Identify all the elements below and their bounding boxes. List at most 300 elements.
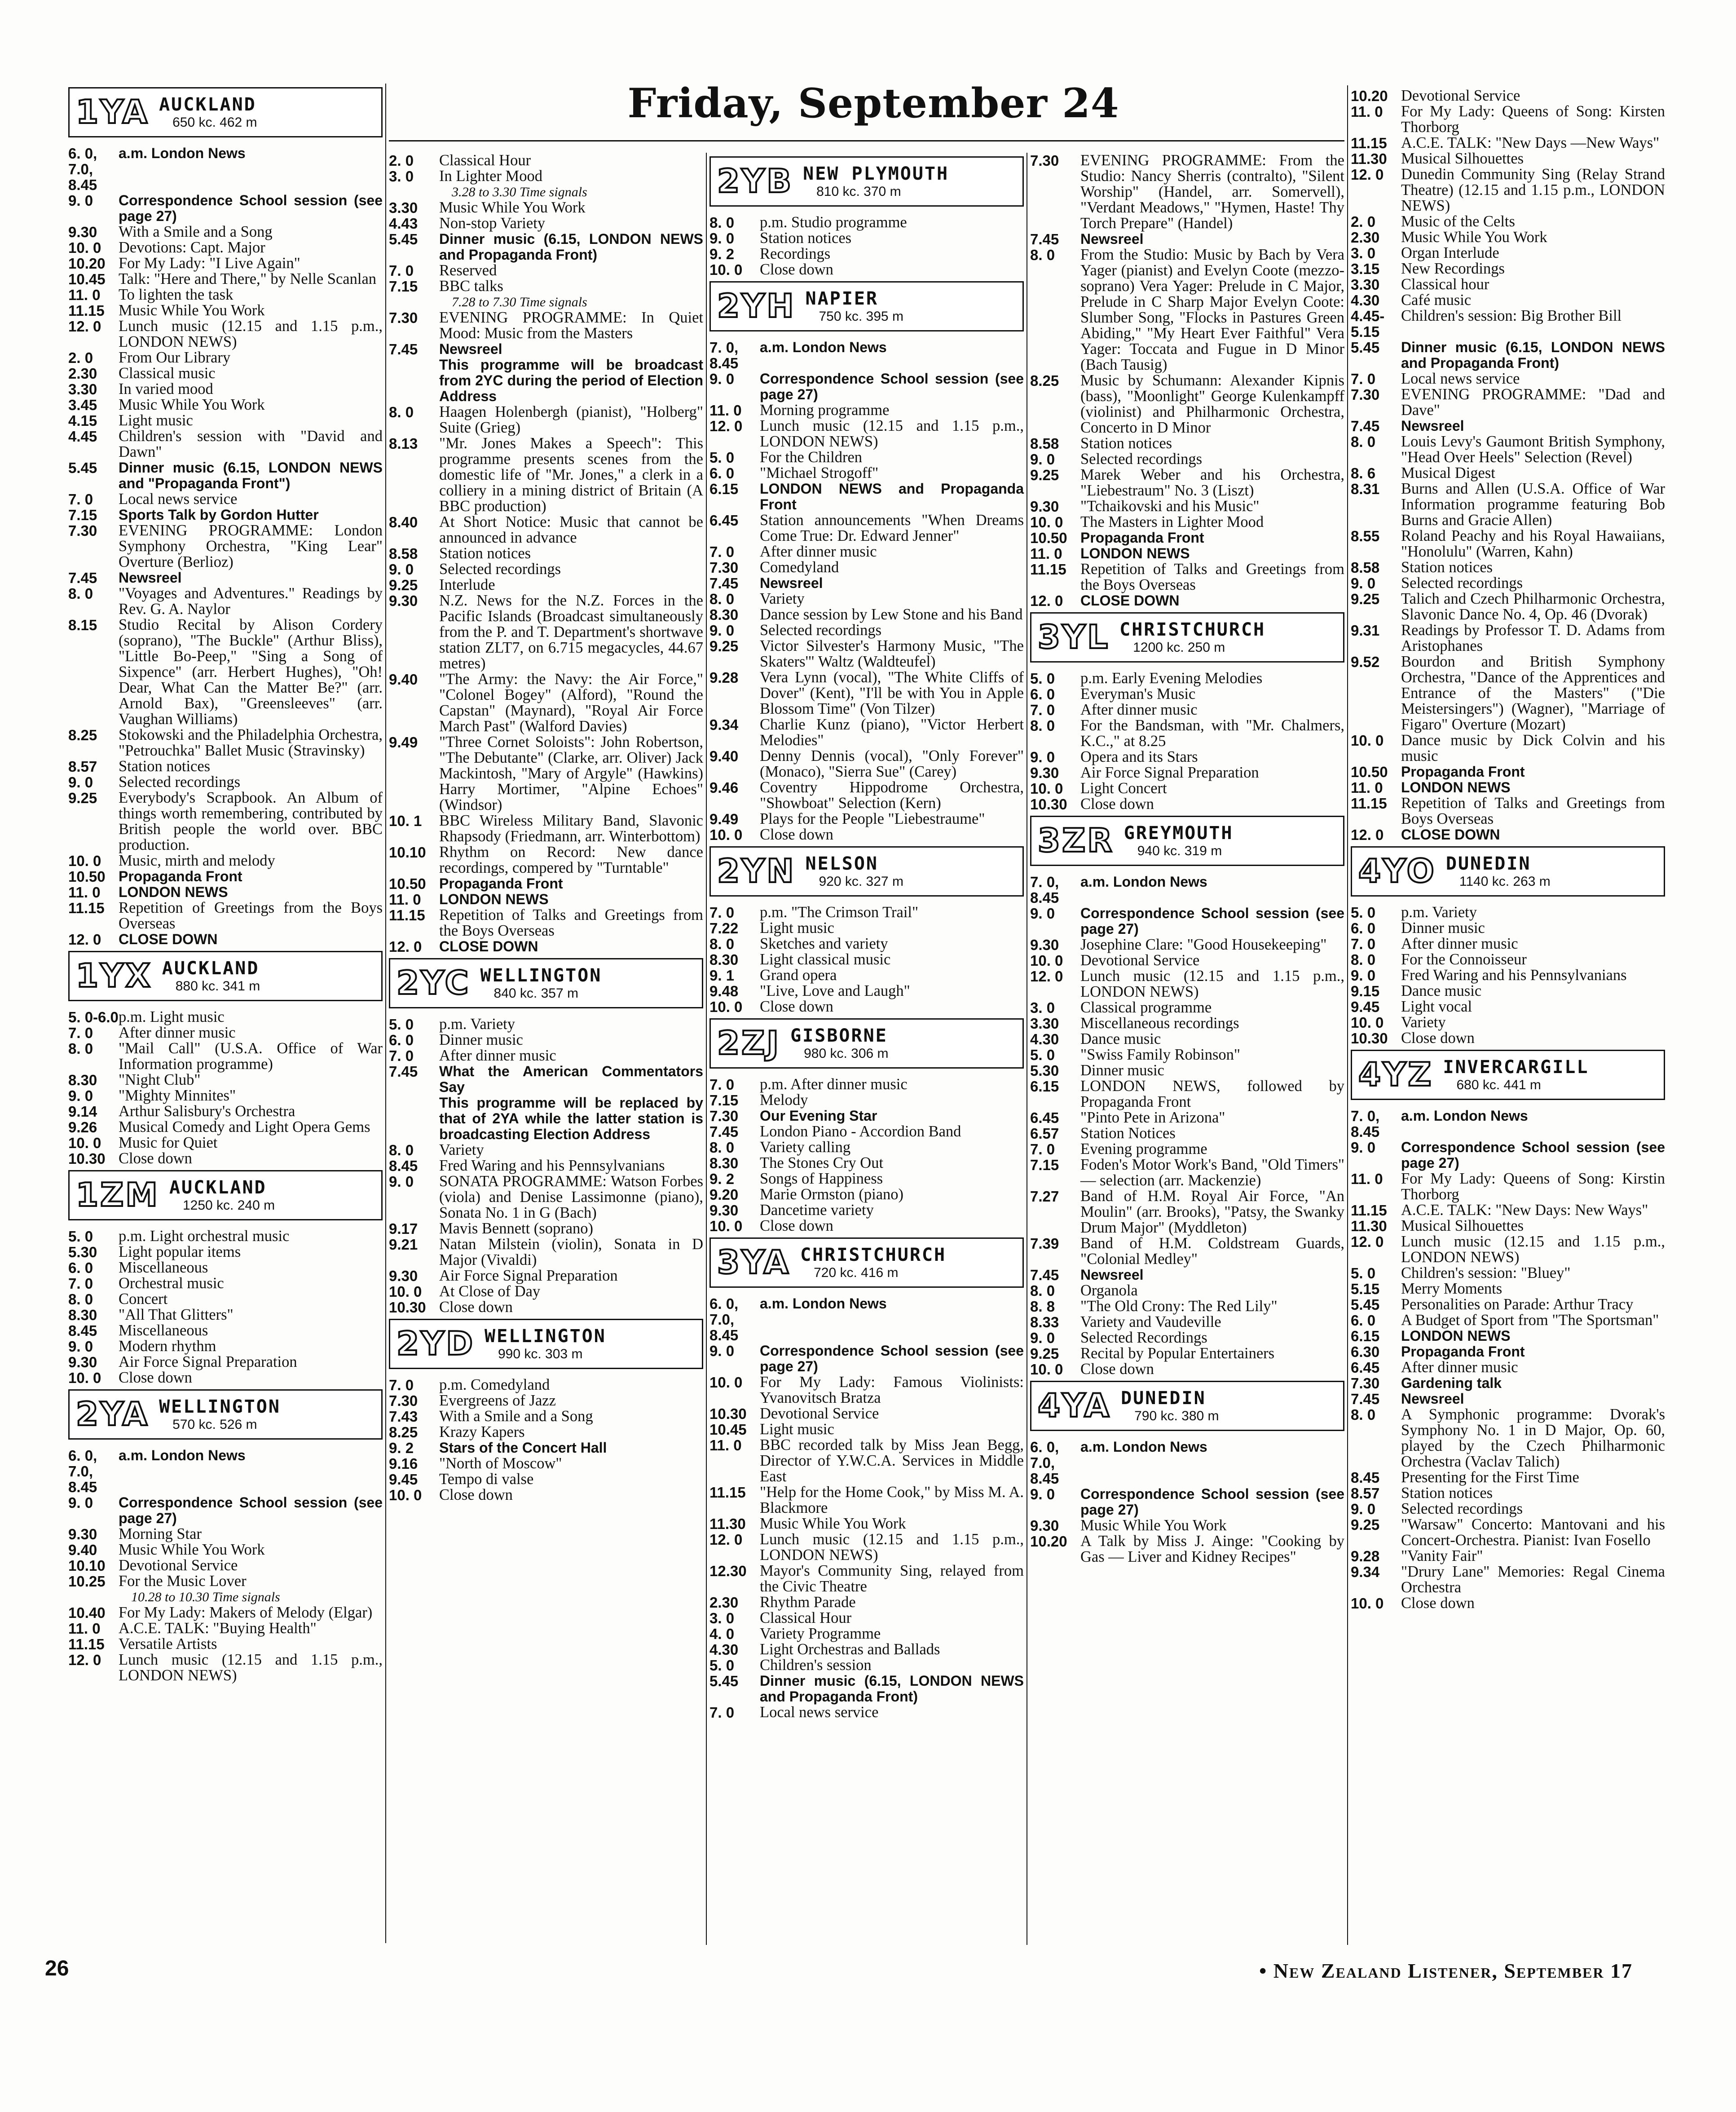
programme-entry bbox=[1351, 795, 1665, 827]
programme-description: "Three Cornet Soloists": John Robertson, "The Debutante" (Clarke, arr. Oliver) Jack Mackintosh, "Mary of Argyle" (Hawkins) Harry Mortimer, "Alpine Echoes" (Windsor) bbox=[439, 733, 703, 813]
programme-entry bbox=[1030, 1283, 1344, 1299]
programme-entry bbox=[389, 1471, 703, 1487]
programme-description: Our Evening Star bbox=[760, 1108, 877, 1124]
programme-time: 4.43 bbox=[389, 215, 418, 232]
programme-entry bbox=[709, 748, 1024, 780]
station-call-sign: 2YA bbox=[76, 1395, 150, 1433]
station-info bbox=[155, 88, 381, 136]
programme-entry bbox=[1030, 1330, 1344, 1346]
programme-description: Denny Dennis (vocal), "Only Forever" (Monaco), "Sierra Sue" (Carey) bbox=[760, 747, 1024, 780]
programme-description: Propaganda Front bbox=[119, 868, 242, 884]
programme-entry bbox=[68, 1354, 383, 1370]
programme-description: Talk: "Here and There," by Nelle Scanlan bbox=[119, 270, 377, 287]
programme-description: Songs of Happiness bbox=[760, 1170, 883, 1187]
programme-time: 3.15 bbox=[1351, 261, 1380, 277]
programme-description: Classical hour bbox=[1401, 276, 1489, 293]
programme-description: The Stones Cry Out bbox=[760, 1154, 884, 1171]
programme-entry bbox=[709, 1516, 1024, 1532]
programme-time: 9.30 bbox=[1030, 498, 1059, 515]
programme-description: Fred Waring and his Pennsylvanians bbox=[1401, 967, 1627, 984]
programme-entry bbox=[68, 224, 383, 240]
station-city: GREYMOUTH bbox=[1124, 823, 1234, 844]
programme-entry bbox=[1351, 1407, 1665, 1470]
programme-entry bbox=[389, 514, 703, 546]
programme-entry bbox=[1351, 1485, 1665, 1501]
programme-time: 10.45 bbox=[709, 1421, 747, 1438]
station-info bbox=[802, 848, 1023, 895]
programme-time: 7. 0 bbox=[389, 262, 414, 279]
programme-description: Miscellaneous bbox=[119, 1259, 208, 1276]
programme-entry bbox=[68, 1135, 383, 1151]
programme-entry bbox=[1030, 561, 1344, 593]
programme-description: Charlie Kunz (piano), "Victor Herbert Melodies" bbox=[760, 716, 1024, 749]
column-1 bbox=[68, 84, 383, 1683]
programme-entry bbox=[1030, 1110, 1344, 1126]
programme-description: Classical programme bbox=[1080, 999, 1212, 1016]
programme-time: 7.43 bbox=[389, 1408, 418, 1425]
programme-time: 5. 0 bbox=[68, 1228, 93, 1245]
programme-entry bbox=[1351, 1344, 1665, 1360]
programme-time: 10. 0 bbox=[1030, 1361, 1063, 1378]
programme-time: 9.31 bbox=[1351, 622, 1380, 639]
programme-time: 7.27 bbox=[1030, 1188, 1059, 1205]
programme-entry bbox=[709, 936, 1024, 952]
programme-time: 9. 0 bbox=[68, 192, 93, 209]
programme-time: 9.25 bbox=[389, 577, 418, 593]
programme-description: Newsreel bbox=[439, 341, 502, 357]
programme-time: 9. 0 bbox=[1351, 1139, 1376, 1156]
programme-time: 9.25 bbox=[1030, 467, 1059, 483]
programme-time: 8. 0 bbox=[1351, 1406, 1376, 1423]
station-city: NELSON bbox=[805, 853, 878, 874]
programme-entry bbox=[709, 591, 1024, 607]
programme-description: p.m. "The Crimson Trail" bbox=[760, 904, 919, 921]
programme-entry bbox=[1030, 874, 1344, 906]
programme-description: For My Lady: Makers of Melody (Elgar) bbox=[119, 1604, 373, 1621]
programme-time: 9.34 bbox=[709, 716, 739, 733]
programme-description: Interlude bbox=[439, 576, 495, 593]
programme-time: 9. 0 bbox=[1030, 1330, 1055, 1346]
programme-description: Bourdon and British Symphony Orchestra, "Dance of the Apprentices and Entrance of the Masters" ("Die Meistersingers") (Wagner), "Marriage of Figaro" Overture (Mozart) bbox=[1401, 653, 1665, 733]
programme-entry bbox=[68, 429, 383, 460]
programme-entry bbox=[389, 168, 703, 184]
programme-time: 7.22 bbox=[709, 920, 739, 937]
programme-time: 9. 2 bbox=[709, 1171, 735, 1187]
programme-entry bbox=[1030, 968, 1344, 1000]
programme-description: Propaganda Front bbox=[1401, 764, 1525, 780]
programme-time: 8. 0 bbox=[709, 1139, 735, 1156]
programme-time: 10.50 bbox=[1030, 530, 1067, 546]
programme-description: Dunedin Community Sing (Relay Strand Theatre) (12.15 and 1.15 p.m., LONDON NEWS) bbox=[1401, 166, 1665, 214]
programme-time: 7. 0, 8.45 bbox=[1030, 874, 1059, 906]
programme-entry bbox=[709, 1595, 1024, 1610]
programme-description: "The Army: the Navy: the Air Force," "Colonel Bogey" (Alford), "Round the Capstan" (Maynard), "Royal Air Force March Past" (Walford Davies) bbox=[439, 671, 703, 735]
programme-time: 7. 0, 8.45 bbox=[709, 339, 739, 371]
programme-description: Music for Quiet bbox=[119, 1134, 218, 1151]
programme-entry bbox=[389, 153, 703, 168]
programme-description: Dinner music bbox=[1401, 919, 1485, 937]
programme-entry bbox=[389, 1456, 703, 1471]
programme-entry bbox=[68, 287, 383, 303]
programme-time: 10. 0 bbox=[68, 1135, 101, 1151]
programme-entry bbox=[1351, 308, 1665, 340]
programme-description: Selected recordings bbox=[1401, 574, 1523, 592]
programme-time: 2. 0 bbox=[68, 349, 93, 366]
programme-time: 8.45 bbox=[389, 1158, 418, 1174]
programme-description: Air Force Signal Preparation bbox=[1080, 764, 1259, 781]
programme-description: A.C.E. TALK: "Buying Health" bbox=[119, 1620, 317, 1637]
programme-description: Classical Hour bbox=[760, 1609, 852, 1626]
programme-description: Melody bbox=[760, 1091, 808, 1109]
programme-time bbox=[389, 357, 439, 404]
station-frequency: 880 kc. 341 m bbox=[175, 979, 260, 994]
station-call-sign: 2YC bbox=[397, 964, 471, 1002]
programme-entry bbox=[68, 1104, 383, 1119]
programme-time: 7.15 bbox=[389, 278, 418, 295]
programme-description: BBC Wireless Military Band, Slavonic Rhapsody (Friedmann, arr. Winterbottom) bbox=[439, 812, 703, 845]
programme-entry bbox=[1030, 1031, 1344, 1047]
programme-description: Close down bbox=[439, 1486, 513, 1503]
programme-description: Lunch music (12.15 and 1.15 p.m., LONDON NEWS) bbox=[760, 1531, 1024, 1564]
column-rule-1 bbox=[385, 84, 386, 1943]
programme-description: BBC recorded talk by Miss Jean Begg, Director of Y.W.C.A. Services in Middle East bbox=[760, 1436, 1024, 1485]
programme-time: 9.40 bbox=[68, 1542, 97, 1558]
programme-entry bbox=[389, 1284, 703, 1299]
programme-time: 3. 0 bbox=[709, 1610, 735, 1626]
programme-description: Mavis Bennett (soprano) bbox=[439, 1220, 594, 1237]
programme-description: Air Force Signal Preparation bbox=[119, 1353, 297, 1370]
programme-time: 5. 0 bbox=[1030, 670, 1055, 687]
programme-description: Close down bbox=[760, 1217, 833, 1234]
programme-description: Natan Milstein (violin), Sonata in D Major (Vivaldi) bbox=[439, 1236, 703, 1268]
programme-time: 9.30 bbox=[389, 1268, 418, 1284]
programme-time: 12. 0 bbox=[68, 1652, 101, 1668]
station-info bbox=[477, 959, 702, 1007]
programme-description: Recordings bbox=[760, 245, 831, 262]
station-call-sign: 3ZR bbox=[1038, 822, 1114, 859]
programme-entry bbox=[1030, 514, 1344, 530]
programme-time: 9. 0 bbox=[68, 1494, 93, 1511]
programme-time: 3.45 bbox=[68, 397, 97, 413]
programme-entry bbox=[1030, 546, 1344, 561]
programme-time: 9.52 bbox=[1351, 654, 1380, 670]
programme-time: 9.48 bbox=[709, 983, 739, 999]
programme-entry bbox=[1351, 1360, 1665, 1375]
programme-entry bbox=[1030, 937, 1344, 953]
programme-description: Propaganda Front bbox=[1080, 530, 1204, 546]
programme-description: CLOSE DOWN bbox=[439, 938, 538, 954]
programme-time: 9.30 bbox=[1030, 764, 1059, 781]
programme-time: 3.30 bbox=[1351, 276, 1380, 293]
programme-entry bbox=[68, 1291, 383, 1307]
programme-time: 10.30 bbox=[709, 1405, 747, 1422]
programme-time: 5.45 bbox=[1351, 339, 1380, 356]
programme-time: 10. 0 bbox=[1030, 514, 1063, 530]
programme-entry bbox=[1351, 827, 1665, 843]
programme-description: EVENING PROGRAMME: "Dad and Dave" bbox=[1401, 386, 1665, 419]
programme-entry bbox=[1030, 686, 1344, 702]
programme-entry bbox=[709, 638, 1024, 670]
programme-entry bbox=[1351, 214, 1665, 230]
programme-entry bbox=[1030, 1439, 1344, 1486]
programme-entry bbox=[1351, 952, 1665, 968]
programme-description: LONDON NEWS bbox=[1401, 779, 1511, 795]
programme-time: 2. 0 bbox=[1351, 213, 1376, 230]
programme-description: Propaganda Front bbox=[439, 875, 563, 892]
programme-description: What the American Commentators Say bbox=[439, 1063, 703, 1095]
programme-time: 7.45 bbox=[389, 1063, 418, 1080]
programme-time: 9.25 bbox=[1030, 1345, 1059, 1362]
programme-description: "Warsaw" Concerto: Mantovani and his Concert-Orchestra. Pianist: Ivan Fosello bbox=[1401, 1516, 1665, 1549]
programme-time: 9.28 bbox=[1351, 1548, 1380, 1564]
programme-entry bbox=[709, 780, 1024, 811]
programme-entry bbox=[1351, 1281, 1665, 1297]
programme-time: 9.14 bbox=[68, 1103, 97, 1120]
programme-description: For the Connoisseur bbox=[1401, 951, 1527, 968]
programme-time: 6.45 bbox=[1030, 1109, 1059, 1126]
programme-description: LONDON NEWS bbox=[119, 884, 228, 900]
programme-description: Roland Peachy and his Royal Hawaiians, "Honolulu" (Warren, Kahn) bbox=[1401, 527, 1665, 560]
programme-description: Miscellaneous bbox=[119, 1322, 208, 1339]
programme-time: 9.15 bbox=[1351, 983, 1380, 999]
programme-entry bbox=[1030, 153, 1344, 231]
programme-entry bbox=[709, 544, 1024, 560]
station-header bbox=[68, 951, 383, 1001]
programme-time: 12. 0 bbox=[68, 931, 101, 948]
programme-time: 9. 0 bbox=[68, 1087, 93, 1104]
programme-description: For My Lady: Famous Violinists: Yvanovitsch Bratza bbox=[760, 1374, 1024, 1406]
programme-time: 10.20 bbox=[68, 255, 106, 272]
programme-time: 11. 0 bbox=[1030, 545, 1062, 562]
programme-description: Dinner music (6.15, LONDON NEWS and Propaganda Front) bbox=[439, 231, 703, 263]
programme-entry bbox=[1351, 780, 1665, 795]
programme-time: 9.40 bbox=[709, 748, 739, 764]
programme-description: Morning Star bbox=[119, 1525, 202, 1542]
programme-time: 8.25 bbox=[1030, 372, 1059, 389]
programme-time: 9. 0 bbox=[709, 1343, 735, 1359]
programme-time: 9.21 bbox=[389, 1236, 418, 1253]
programme-entry bbox=[68, 1448, 383, 1495]
programme-time: 8.58 bbox=[389, 545, 418, 562]
programme-time: 11. 0 bbox=[709, 1437, 742, 1454]
station-header bbox=[709, 156, 1024, 207]
programme-time: 6. 0, 7.0, 8.45 bbox=[68, 1447, 97, 1495]
programme-entry bbox=[68, 1636, 383, 1652]
programme-description: Music While You Work bbox=[1401, 229, 1547, 246]
programme-entry bbox=[389, 813, 703, 844]
programme-description: Close down bbox=[1080, 1361, 1154, 1378]
station-call-sign: 2YB bbox=[717, 162, 793, 200]
programme-description: "All That Glitters" bbox=[119, 1306, 234, 1323]
programme-time: 12. 0 bbox=[68, 318, 101, 335]
programme-description: Close down bbox=[1080, 795, 1154, 813]
programme-description: For the Children bbox=[760, 449, 863, 466]
programme-time: 10.45 bbox=[68, 271, 106, 287]
programme-time: 11. 0 bbox=[1351, 1171, 1383, 1187]
programme-entry bbox=[1030, 1189, 1344, 1236]
programme-time: 8. 0 bbox=[709, 936, 735, 952]
programme-time: 9. 0 bbox=[1351, 967, 1376, 984]
programme-description: Devotional Service bbox=[119, 1557, 238, 1574]
programme-time: 10.50 bbox=[1351, 764, 1388, 780]
programme-time: 9.17 bbox=[389, 1220, 418, 1237]
programme-description: Light music bbox=[760, 919, 834, 937]
programme-time: 9. 2 bbox=[709, 246, 735, 262]
programme-entry bbox=[1351, 292, 1665, 308]
programme-entry bbox=[1351, 167, 1665, 214]
programme-entry bbox=[1351, 418, 1665, 434]
programme-description: Dance session by Lew Stone and his Band bbox=[760, 606, 1023, 623]
programme-description: LONDON NEWS bbox=[439, 891, 549, 907]
programme-time: 10. 0 bbox=[709, 999, 743, 1015]
programme-time: 11. 0 bbox=[68, 1620, 101, 1637]
programme-time: 2.30 bbox=[709, 1594, 739, 1611]
programme-entry bbox=[1030, 1299, 1344, 1314]
programme-time: 12.30 bbox=[709, 1563, 747, 1579]
column-rule-4 bbox=[1347, 85, 1348, 1945]
programme-entry bbox=[68, 491, 383, 507]
programme-entry bbox=[389, 1032, 703, 1048]
programme-time: 7.30 bbox=[68, 522, 97, 539]
programme-entry bbox=[1030, 718, 1344, 749]
programme-description: Newsreel bbox=[1080, 1267, 1144, 1283]
programme-description: a.m. London News bbox=[119, 1447, 246, 1463]
programme-description: EVENING PROGRAMME: London Symphony Orchestra, "King Lear" Overture (Berlioz) bbox=[119, 522, 383, 570]
programme-time: 10.10 bbox=[68, 1557, 106, 1574]
station-city: AUCKLAND bbox=[162, 958, 260, 979]
station-info bbox=[1117, 1382, 1343, 1430]
programme-time: 7.15 bbox=[709, 1092, 739, 1109]
station-info bbox=[1116, 614, 1343, 661]
programme-entry bbox=[1351, 968, 1665, 983]
programme-description: Versatile Artists bbox=[119, 1635, 217, 1652]
programme-entry bbox=[389, 1424, 703, 1440]
programme-time: 9. 0 bbox=[389, 561, 414, 578]
programme-entry bbox=[68, 1151, 383, 1166]
programme-entry bbox=[1030, 749, 1344, 765]
programme-time: 7.30 bbox=[1030, 152, 1059, 169]
programme-time: 7.30 bbox=[389, 1392, 418, 1409]
programme-description: Concert bbox=[119, 1290, 168, 1308]
programme-entry bbox=[1351, 528, 1665, 560]
programme-description: Close down bbox=[760, 261, 833, 278]
programme-time: 10.50 bbox=[68, 868, 106, 885]
programme-description: "Mail Call" (U.S.A. Office of War Information programme) bbox=[119, 1040, 383, 1073]
programme-entry bbox=[1351, 277, 1665, 292]
programme-description: Dinner music bbox=[1080, 1062, 1164, 1079]
programme-description: Band of H.M. Coldstream Guards, "Colonial Medley" bbox=[1080, 1235, 1344, 1268]
programme-entry bbox=[1030, 499, 1344, 514]
programme-time: 4.30 bbox=[709, 1641, 739, 1658]
programme-entry bbox=[68, 1558, 383, 1573]
programme-time: 8. 0 bbox=[389, 404, 414, 420]
programme-entry bbox=[1030, 1000, 1344, 1016]
programme-time: 10.50 bbox=[389, 875, 426, 892]
programme-description: Music While You Work bbox=[439, 199, 586, 216]
programme-description: Children's session: Big Brother Bill bbox=[1401, 307, 1622, 324]
programme-entry bbox=[389, 200, 703, 216]
programme-time: 8.58 bbox=[1351, 559, 1380, 576]
programme-entry bbox=[68, 1228, 383, 1244]
programme-entry bbox=[389, 734, 703, 813]
station-frequency: 1250 kc. 240 m bbox=[182, 1198, 275, 1213]
programme-time: 8. 0 bbox=[1030, 1282, 1055, 1299]
programme-description: Organ Interlude bbox=[1401, 244, 1499, 261]
programme-time: 11.30 bbox=[1351, 1218, 1387, 1234]
programme-time: 3. 0 bbox=[1351, 245, 1376, 261]
programme-entry bbox=[389, 844, 703, 876]
programme-time: 5.45 bbox=[389, 231, 418, 247]
programme-time: 8.57 bbox=[68, 758, 97, 775]
programme-entry bbox=[1351, 1501, 1665, 1517]
station-city: WELLINGTON bbox=[159, 1396, 281, 1417]
programme-entry bbox=[68, 1323, 383, 1339]
programme-description: Classical Hour bbox=[439, 152, 531, 169]
programme-entry bbox=[68, 366, 383, 381]
programme-description: p.m. Light orchestral music bbox=[119, 1228, 290, 1245]
programme-time: 7. 0 bbox=[1030, 1141, 1055, 1158]
programme-description: Devotional Service bbox=[1401, 87, 1520, 104]
programme-description: Close down bbox=[1401, 1029, 1475, 1047]
programme-entry bbox=[709, 371, 1024, 402]
programme-time: 7. 0 bbox=[1030, 702, 1055, 718]
programme-description: For the Music Lover bbox=[119, 1573, 247, 1590]
programme-description: Station notices bbox=[1080, 435, 1172, 452]
programme-time: 5.15 bbox=[1351, 1281, 1380, 1297]
programme-time: 3.30 bbox=[1030, 1015, 1059, 1032]
station-info bbox=[155, 1391, 381, 1438]
programme-description: Music While You Work bbox=[760, 1515, 906, 1532]
programme-entry bbox=[709, 1296, 1024, 1343]
programme-time: 6. 0 bbox=[709, 465, 735, 482]
station-header bbox=[68, 87, 383, 137]
programme-description: Close down bbox=[119, 1369, 192, 1386]
programme-entry bbox=[68, 303, 383, 318]
programme-description: Selected recordings bbox=[1080, 451, 1203, 468]
programme-entry bbox=[389, 1440, 703, 1456]
programme-entry bbox=[1030, 702, 1344, 718]
programme-entry bbox=[709, 1532, 1024, 1563]
programme-entry bbox=[68, 381, 383, 397]
programme-time: 7.39 bbox=[1030, 1235, 1059, 1252]
programme-time: 9. 0 bbox=[1351, 1501, 1376, 1517]
programme-time: 6. 0 bbox=[1351, 920, 1376, 937]
station-city: INVERCARGILL bbox=[1443, 1057, 1589, 1078]
programme-description: Sketches and variety bbox=[760, 935, 888, 952]
programme-entry bbox=[1351, 1328, 1665, 1344]
programme-entry bbox=[68, 1573, 383, 1589]
programme-time: 8. 0 bbox=[1351, 951, 1376, 968]
programme-entry bbox=[1351, 1265, 1665, 1281]
programme-entry bbox=[68, 1495, 383, 1526]
programme-entry bbox=[68, 1244, 383, 1260]
station-call-sign: 3YL bbox=[1038, 618, 1110, 656]
programme-time: 11. 0 bbox=[709, 402, 742, 419]
programme-time: 5. 0 bbox=[709, 449, 735, 466]
programme-entry bbox=[709, 983, 1024, 999]
programme-entry bbox=[709, 1108, 1024, 1124]
station-header bbox=[1351, 1050, 1665, 1100]
programme-time: 10. 0 bbox=[709, 1218, 743, 1234]
programme-entry bbox=[1351, 135, 1665, 151]
programme-entry bbox=[389, 561, 703, 577]
programme-time: 12. 0 bbox=[709, 418, 743, 434]
programme-time: 9.40 bbox=[389, 671, 418, 688]
programme-time: 3. 0 bbox=[1030, 999, 1055, 1016]
programme-time: 9.30 bbox=[68, 1526, 97, 1542]
programme-time: 7. 0 bbox=[709, 904, 735, 921]
programme-time: 9.25 bbox=[709, 638, 739, 654]
